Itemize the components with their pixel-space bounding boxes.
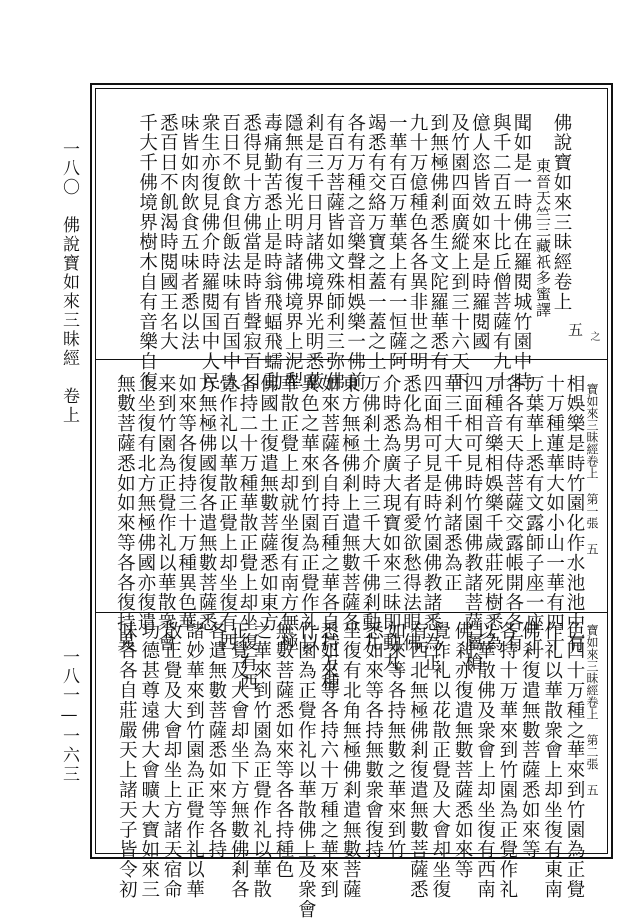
text-column: 相娛樂是時竹園化作水池池中有 <box>564 374 585 653</box>
text-column: 億人恣皆效如來是時羅閱國 <box>469 113 491 352</box>
text-column: 悉化為男子者有愛欲愁得法眼佛 <box>400 374 422 653</box>
text-column: 九十万億種色各各異非世之明 <box>407 113 428 372</box>
text-column: 四面相可見是時竹園佛教諸悉為正 <box>420 374 442 673</box>
text-column: 佛剎復遣無數菩薩悉如來等 <box>519 621 541 860</box>
text-column: 方無極佛國復各遣無數菩薩悉 <box>196 374 218 633</box>
text-column: 華散正覺上却就坐復有南方無極 <box>277 374 299 653</box>
text-column: 色四十万種之華來到竹園為正覺 <box>564 621 585 900</box>
text-column: 万佛剎土介時三千大千佛剎動九 <box>359 374 381 653</box>
text-column: 毒痛勤苦悉止是時翁飛蝠飛蠕動 <box>261 113 283 392</box>
text-column: 四面相可見時竹園佛教諸菩薩屬槍 <box>461 374 483 673</box>
text-column: 竭悉有交絡万寶之蓋一蓋之上 <box>365 113 387 372</box>
text-column: 覺作礼以華散正覺上却坐復有西 <box>216 374 238 653</box>
translator-line: 東晉天竺三藏祇多蜜譯 <box>534 158 552 318</box>
text-column: 無數菩薩悉如如來等各各復持異 <box>114 374 136 653</box>
text-column: 與千二百五十比丘僧菩薩有九十 <box>490 113 512 392</box>
text-column: 各遣無數菩薩悉如來等各持 <box>205 621 227 860</box>
text-column: 功德甚尊遠佛大會曠大寶如來三 <box>138 621 160 900</box>
text-column: 介時悉為廣大現寶如來三昧即動九 <box>380 374 402 673</box>
text-column: 来到竹園為正覺作礼以華散衆會 <box>155 374 177 653</box>
text-column: 十万種蓮華大如小山一華有四十 <box>543 374 565 653</box>
text-column: 之華來到竹園為正覺作礼以華散 <box>250 621 272 900</box>
margin-page-label: 一八〇 佛說寶如來三昧經 卷上 <box>59 140 79 425</box>
section-2-header: 寶如來三昧經卷上 第一張 五 <box>585 383 599 555</box>
text-column: 佛國土復遣無數菩薩悉如東方 <box>257 374 279 633</box>
text-column: 到無極佛剎悉生文陀羅華悉有 <box>427 113 449 372</box>
text-column: 東方無極佛剎上遣無數菩薩各 <box>339 374 361 633</box>
text-column: 衆生亦復見佛介時羅閱国中人民 <box>199 113 220 392</box>
text-column: 有百万菩薩皆如文殊師利三弥佛 <box>323 113 345 392</box>
text-column: 有西北無極佛剎復遣無數菩薩悉 <box>407 621 429 900</box>
text-column: 及竹園四面廣縱上到三十六天下 <box>448 113 470 392</box>
text-column: 以華散佛及衆會上却坐復有西南 <box>474 621 496 900</box>
text-column: 竹園為正覺作礼以華散佛上及衆會 <box>295 621 317 920</box>
text-column: 無數菩薩悉如來等各各持種色 <box>273 621 295 880</box>
text-column: 各各有天侍菩薩交露帳開各各有 <box>502 374 524 653</box>
text-column: 悉得見十方佛當是時皆聲寂百日 <box>240 113 262 392</box>
text-column: 万種音樂相娛樂千歲莊死樹悉為 <box>482 374 504 653</box>
margin-page-number: 一八一—一六三 <box>59 648 79 784</box>
text-column: 各持二十万種華散正覺上却坐復有西 <box>237 374 259 693</box>
text-column: 悉百日不飢渴時閱國王名大 <box>157 113 179 352</box>
text-column: 異色之華來到竹園為正覺作礼以 <box>298 374 320 653</box>
text-column: 諸妙華來到竹園為正覺作礼以華 <box>183 621 205 900</box>
text-column: 覺作礼以花散正覺及大會却坐復 <box>429 621 451 900</box>
scripture-title: 佛說寶如來三昧經卷上 <box>551 113 572 312</box>
text-column: 如來等各復持三十万種異色華 <box>175 374 197 633</box>
text-column: 剎是三千日月諸佛境界光明悉蔽 <box>303 113 324 392</box>
circle-mark: 之 <box>588 331 599 343</box>
text-column: 如來菩薩各自持百種之華各自持万種 <box>318 374 340 693</box>
text-column: 上坐復有北方無極佛國亦復遣 <box>134 374 156 633</box>
text-column: 佛剎亦復遣無數菩薩悉如來等 <box>452 621 474 880</box>
section-3-header: 寶如來三昧經卷上 第二張 五 <box>585 624 599 796</box>
text-column: 一華有百万華葉上有一恒薩阿 <box>386 113 408 372</box>
text-column: 各有万種之音樂聲相娛樂一佛前 <box>344 113 366 392</box>
text-column: 各持十万華來到竹園為正覺作礼 <box>496 621 518 900</box>
text-column: 華三千大千佛剎諸悉為正 <box>441 374 463 593</box>
text-column: 千大千佛境界樹木自有音樂自復 <box>136 113 158 392</box>
text-column: 百日不飲食但飯法味有百国中人 <box>219 113 241 392</box>
text-column: 散正覺及大會却坐上方諸天宿命 <box>161 621 183 900</box>
volume-mark: 五 <box>566 322 584 339</box>
text-column: 悉如來等各持六十万種之華來到 <box>317 621 339 900</box>
text-column: 正覺及大會却坐下方無數佛剎各 <box>228 621 250 900</box>
text-column: 隱無有復光明時諸佛境界上泥犁 <box>282 113 304 392</box>
text-column: 作礼以華散衆會上却坐復有東南 <box>541 621 563 900</box>
text-column: 味各各自莊嚴天上諸天子皆令初 <box>116 621 138 900</box>
text-column: 悉如來等各持無數衆會復持 <box>362 621 384 860</box>
text-column: 如來等各持無數之華來到竹 <box>384 621 406 860</box>
text-column: 万葉華上悉有文露師子座一座上 <box>523 374 545 653</box>
text-column: 聞如是一時佛在羅閱城竹園中時 <box>511 113 532 392</box>
text-column: 坐復有北角無極佛剎遣無數菩薩 <box>340 621 362 900</box>
text-column: 味皆如肉飲食五味者悉以法 <box>178 113 200 352</box>
